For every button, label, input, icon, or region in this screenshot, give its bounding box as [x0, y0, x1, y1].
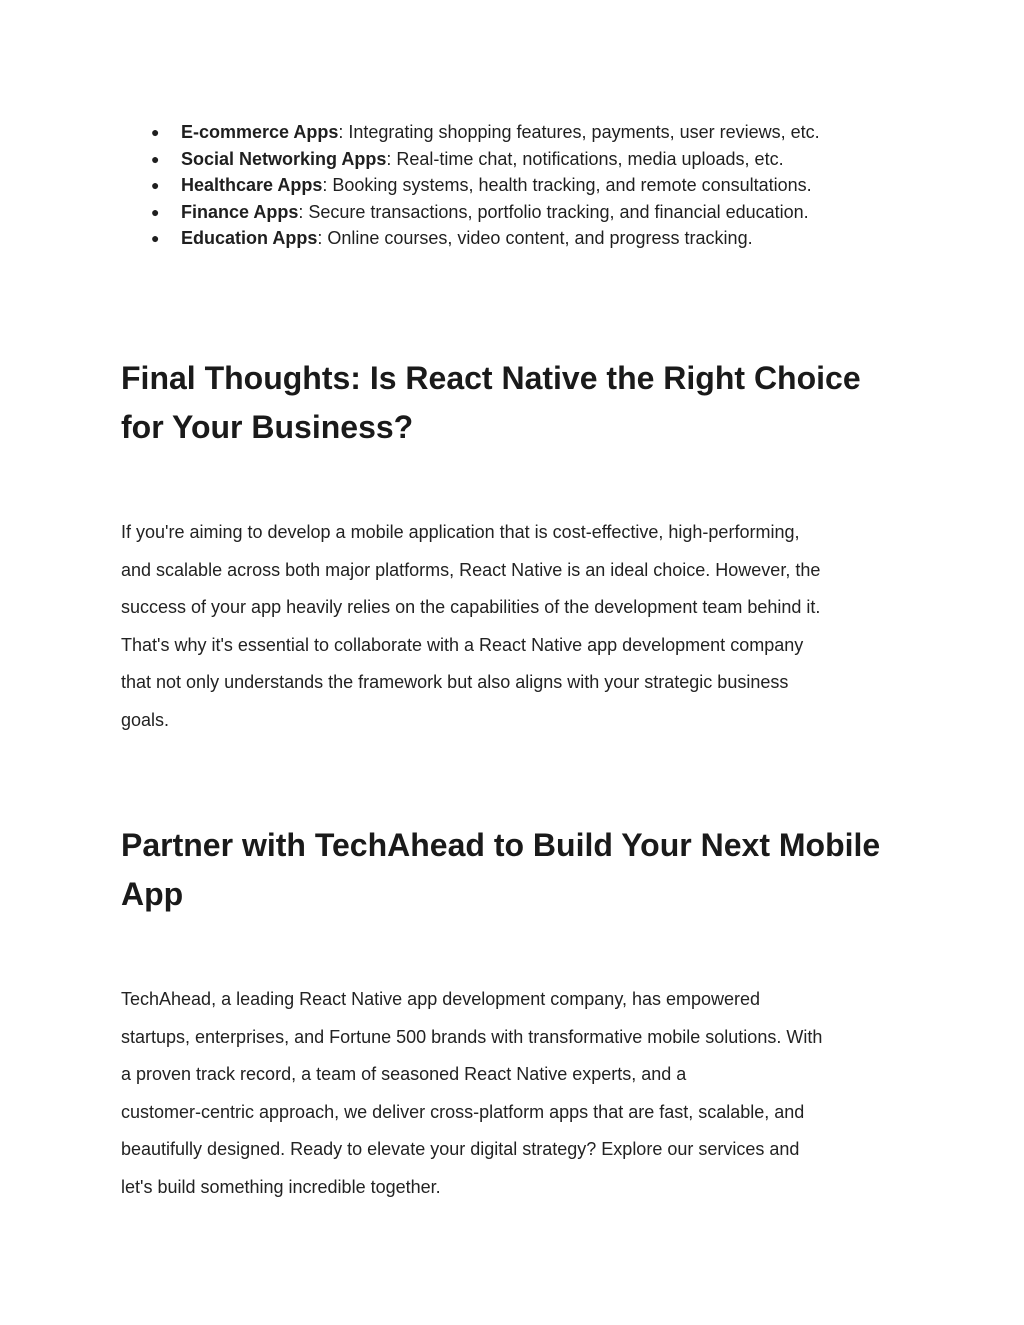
app-types-list	[150, 119, 820, 252]
list-item-text: : Online courses, video content, and progress tracking.	[317, 228, 753, 249]
partner-paragraph	[121, 981, 911, 1206]
list-item	[150, 199, 820, 226]
paragraph-line: that not only understands the framework but also aligns with your strategic business	[121, 672, 789, 692]
list-item-title: Education Apps	[181, 228, 318, 249]
paragraph-line: That's why it's essential to collaborate with a React Native app development company	[121, 634, 804, 655]
bullet-icon: ●	[151, 124, 160, 140]
paragraph-line: and scalable across both major platforms, React Native is an ideal choice. However, the	[121, 559, 821, 580]
bullet-icon: ●	[151, 203, 160, 220]
list-item	[150, 146, 820, 173]
paragraph-line: let's build something incredible together.	[121, 1176, 441, 1197]
paragraph-line: goals.	[121, 709, 170, 730]
final-thoughts-heading	[121, 354, 911, 452]
list-item-title: E-commerce Apps	[181, 122, 339, 142]
list-item-title: Healthcare Apps	[181, 175, 323, 196]
paragraph-line: TechAhead, a leading React Native app development company, has empowered	[121, 989, 761, 1009]
list-item-text: : Integrating shopping features, payments, user reviews, etc.	[338, 122, 820, 142]
list-item-text: : Real-time chat, notifications, media uploads, etc.	[386, 148, 784, 169]
bullet-icon: ●	[151, 230, 160, 247]
heading-line: App	[121, 876, 184, 912]
heading-line: Final Thoughts: Is React Native the Right Choice	[121, 360, 861, 396]
list-item	[150, 172, 820, 199]
partner-heading	[121, 821, 911, 919]
bullet-icon: ●	[151, 177, 160, 194]
paragraph-line: startups, enterprises, and Fortune 500 brands with transformative mobile solutions. With	[121, 1026, 823, 1047]
paragraph-line: a proven track record, a team of seasoned React Native experts, and a	[121, 1064, 687, 1084]
heading-line: for Your Business?	[121, 409, 414, 445]
final-thoughts-paragraph	[121, 514, 911, 739]
list-item	[150, 225, 820, 252]
list-item-title: Finance Apps	[181, 201, 299, 222]
paragraph-line: If you're aiming to develop a mobile application that is cost-effective, high-performing,	[121, 522, 800, 542]
bullet-icon: ●	[151, 150, 160, 167]
paragraph-line: success of your app heavily relies on the capabilities of the development team behind it.	[121, 597, 821, 617]
list-item-text: : Booking systems, health tracking, and remote consultations.	[322, 175, 812, 196]
list-item-title: Social Networking Apps	[181, 148, 387, 169]
paragraph-line: beautifully designed. Ready to elevate your digital strategy? Explore our services and	[121, 1139, 800, 1159]
list-item	[150, 119, 820, 146]
paragraph-line: customer-centric approach, we deliver cross-platform apps that are fast, scalable, and	[121, 1101, 805, 1122]
heading-line: Partner with TechAhead to Build Your Next Mobile	[121, 827, 881, 863]
list-item-text: : Secure transactions, portfolio tracking, and financial education.	[298, 201, 809, 222]
